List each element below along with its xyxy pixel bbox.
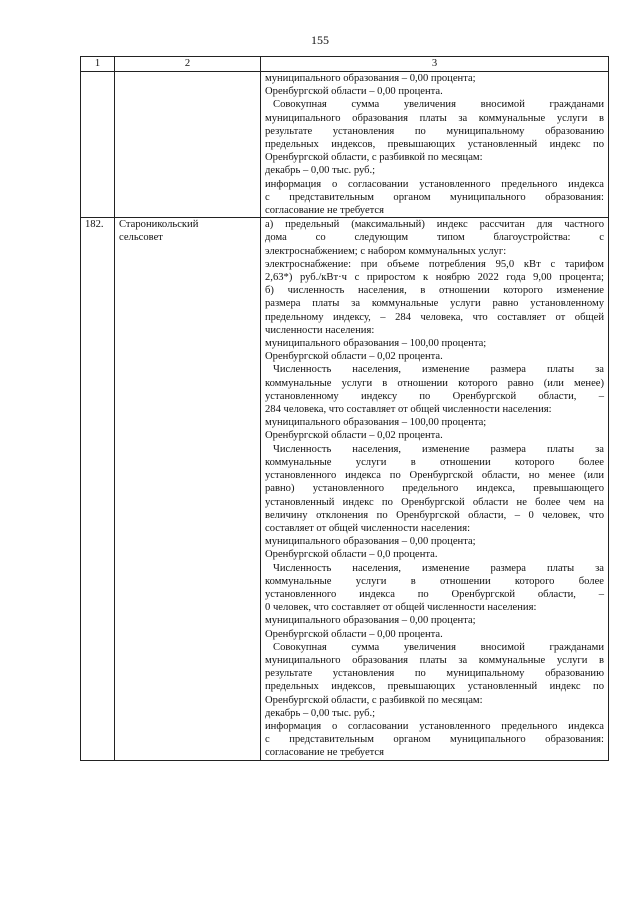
cell-description-continued — [261, 72, 609, 218]
text-line: величину отклонения по Оренбургской области, – 0 человек, что — [265, 509, 604, 521]
text-line: согласование не требуется — [265, 205, 385, 217]
text-line: информация о согласовании установленного предельного индекса — [265, 720, 604, 732]
text-line: 284 человека, что составляет от общей численности населения: — [265, 404, 552, 416]
text-line: муниципального образования – 100,00 процента; — [265, 417, 487, 429]
municipality-name — [115, 218, 261, 760]
text-line: муниципального образования – 0,00 процента; — [265, 536, 476, 548]
text-line: результате установления по муниципальному образованию — [265, 125, 604, 137]
cell-number-empty — [81, 72, 115, 218]
header-col-2: 2 — [115, 57, 261, 72]
text-line: с представительным органом муниципального образования: — [265, 734, 604, 746]
text-line: Оренбургской области – 0,00 процента. — [265, 628, 443, 640]
text-line: Совокупная сумма увеличения вносимой гражданами — [273, 99, 604, 111]
text-line: установленного индекса по Оренбургской области, но менее (или — [265, 470, 604, 482]
municipality-name-line: сельсовет — [119, 232, 163, 244]
text-line: установленный индекс по Оренбургской области не более чем на — [265, 496, 604, 508]
text-line: муниципального образования – 100,00 процента; — [265, 338, 487, 350]
table-row-182 — [81, 218, 609, 760]
text-line: 0 человек, что составляет от общей численности населения: — [265, 602, 537, 614]
text-line: электроснабжение: при объеме потребления 95,0 кВт с тарифом — [265, 258, 604, 270]
municipality-name-line: Староникольский — [119, 219, 199, 231]
text-line: 2,63*) руб./кВт·ч с приростом к ноябрю 2022 года 9,00 процента; — [265, 272, 604, 284]
text-line: информация о согласовании установленного предельного индекса — [265, 178, 604, 190]
text-line: численности населения: — [265, 324, 375, 336]
text-line: Оренбургской области – 0,00 процента. — [265, 86, 443, 98]
header-col-3: 3 — [261, 57, 609, 72]
text-line: Оренбургской области – 0,02 процента. — [265, 430, 443, 442]
page-number: 155 — [311, 33, 329, 47]
indices-table — [80, 56, 609, 761]
text-line: Оренбургской области, с разбивкой по месяцам: — [265, 694, 483, 706]
text-line: Численность населения, изменение размера платы за — [273, 364, 604, 376]
text-line: муниципального образования платы за коммунальные услуги в — [265, 654, 604, 666]
text-line: установленного индекса по Оренбургской области, – — [265, 588, 604, 600]
text-line: а) предельный (максимальный) индекс рассчитан для частного — [265, 219, 604, 231]
text-line: б) численность населения, в отношении которого изменение — [265, 285, 604, 297]
text-line: Численность населения, изменение размера платы за — [273, 562, 604, 574]
text-line: предельных индексов, превышающих установленный индекс по — [265, 139, 604, 151]
text-line: равно) установленного предельного индекса, превышающего — [265, 483, 604, 495]
row-number: 182. — [81, 218, 115, 760]
text-line: Оренбургской области – 0,0 процента. — [265, 549, 438, 561]
text-line: Оренбургской области – 0,02 процента. — [265, 351, 443, 363]
text-line: с представительным органом муниципального образования: — [265, 191, 604, 203]
text-line: электроснабжением; с набором коммунальных услуг: — [265, 245, 507, 257]
cell-description — [261, 218, 609, 760]
text-line: Оренбургской области, с разбивкой по месяцам: — [265, 152, 483, 164]
text-line: согласование не требуется — [265, 747, 385, 759]
text-line: муниципального образования – 0,00 процента; — [265, 615, 476, 627]
text-line: муниципального образования платы за коммунальные услуги в — [265, 112, 604, 124]
text-line: декабрь – 0,00 тыс. руб.; — [265, 707, 376, 719]
text-line: муниципального образования – 0,00 процента; — [265, 73, 476, 84]
text-line: коммунальные услуги в отношении которого более — [265, 575, 604, 587]
text-line: Численность населения, изменение размера платы за — [273, 443, 604, 455]
text-line: результате установления по муниципальному образованию — [265, 668, 604, 680]
text-line: размера платы за коммунальные услуги равно установленному — [265, 298, 604, 310]
text-line: Совокупная сумма увеличения вносимой гражданами — [273, 641, 604, 653]
text-line: коммунальные услуги в отношении которого равно (или менее) — [265, 377, 604, 389]
cell-name-empty — [115, 72, 261, 218]
text-line: дома со следующим типом благоустройства: с — [265, 232, 604, 244]
text-line: декабрь – 0,00 тыс. руб.; — [265, 165, 376, 177]
text-line: коммунальные услуги в отношении которого более — [265, 456, 604, 468]
text-line: предельному индексу, – 284 человека, что составляет от общей — [265, 311, 604, 323]
text-line: предельных индексов, превышающих установленный индекс по — [265, 681, 604, 693]
text-line: составляет от общей численности населения: — [265, 522, 471, 534]
text-line: установленному индексу по Оренбургской области, – — [265, 390, 604, 402]
table-row-continuation — [81, 72, 609, 218]
header-col-1: 1 — [81, 57, 115, 72]
table-header-row — [81, 57, 609, 72]
